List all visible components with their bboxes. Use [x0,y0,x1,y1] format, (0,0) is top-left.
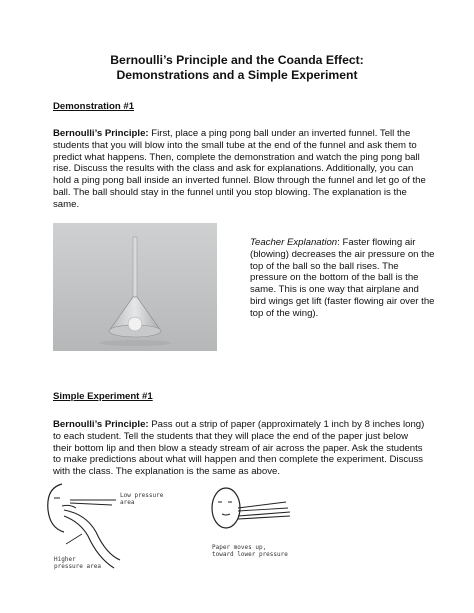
demonstration-1-lead: Bernoulli’s Principle: [53,128,149,139]
demonstration-1-paragraph [53,128,429,211]
title-line-2: Demonstrations and a Simple Experiment [116,68,358,82]
title-line-1: Bernoulli’s Principle and the Coanda Effect: [110,53,364,67]
document-title [0,53,474,83]
teacher-explanation-label: Teacher Explanation [250,237,338,248]
funnel-illustration [53,223,217,351]
demonstration-1-text: First, place a ping pong ball under an inverted funnel. Tell the students that you will blow into the small tube at the end of the funnel and ask them to predict what happens. Then, complete the demonstration and watch the ping pong ball rise. Discuss the results with the class and ask for explanations. Additionally, you can hold a ping pong ball inside an inverted funnel. Blow through the funnel and let go of the ball. The ball should stay in the funnel until you stop blowing. The explanation is the same. [53,128,426,210]
demonstration-1-heading: Demonstration #1 [53,101,135,112]
paper-moves-up-label: Paper moves up, toward lower pressure [212,544,288,558]
teacher-explanation [250,237,435,320]
funnel-photo [53,223,217,351]
low-pressure-label: Low pressure area [120,492,164,506]
teacher-explanation-text: : Faster flowing air (blowing) decreases the air pressure on the top of the ball so the ball rises. The pressure on the bottom of the ball is the same. This is one way that airplane and bird wings get lift (faster flowing air over the top of the wing). [250,237,435,319]
experiment-1-text: Pass out a strip of paper (approximately 1 inch by 8 inches long) to each student. Tell the students that they will place the end of the paper just below their bottom lip and then blow a steady stream of air across the paper. Ask the students to make predictions about what will happen and then complete the experiment. Discuss with the class. The explanation is the same as above. [53,419,425,478]
experiment-1-heading: Simple Experiment #1 [53,391,153,402]
sketch-low-pressure [40,470,170,580]
sketch-paper-moves-up [206,478,346,564]
experiment-1-lead: Bernoulli’s Principle: [53,419,149,430]
higher-pressure-label: Higher pressure area [54,556,101,570]
